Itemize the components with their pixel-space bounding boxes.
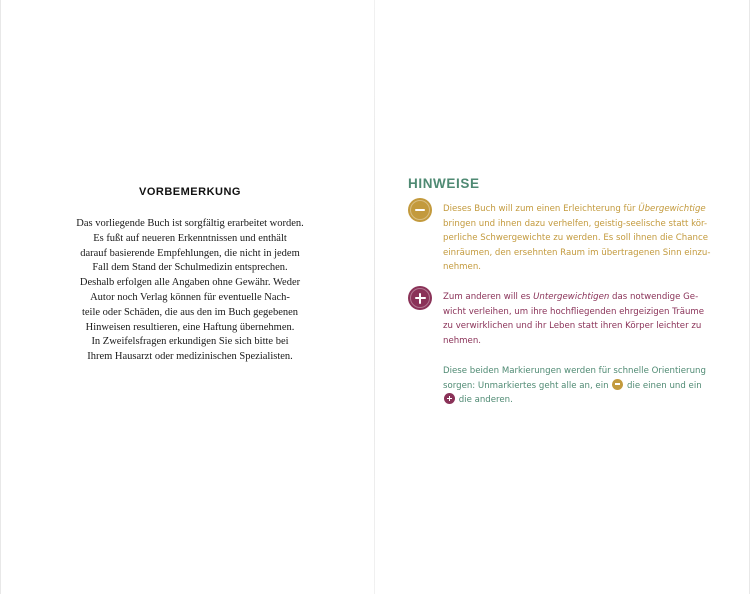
- minus-sign: [415, 209, 425, 211]
- plus-sign: [415, 293, 426, 304]
- preface-line: Es fußt auf neueren Erkenntnissen und enthält: [93, 232, 287, 244]
- preface-title: VORBEMERKUNG: [139, 186, 241, 198]
- plus-circle-icon: [444, 393, 455, 404]
- paragraph-line: [443, 290, 705, 305]
- text-run: sorgen: Unmarkiertes geht alle an, ein: [443, 380, 612, 391]
- text-run: die einen und ein: [624, 380, 702, 391]
- preface-line: darauf basierende Empfehlungen, die nicht in jedem: [80, 247, 300, 259]
- paragraph-line: [443, 202, 705, 217]
- paragraph-line: einräumen, den ersehnten Raum im übertragenen Sinn einzu-: [443, 247, 711, 258]
- left-page: [60, 186, 320, 365]
- plus-circle-icon: [408, 286, 432, 310]
- paragraph-line: bringen und ihnen dazu verhelfen, geistig-seelische statt kör-: [443, 218, 708, 229]
- paragraph-line: nehmen.: [443, 262, 482, 273]
- paragraph-line: [443, 393, 705, 408]
- paragraph-line: nehmen.: [443, 335, 482, 346]
- emphasis-text: Untergewichtigen: [533, 292, 610, 302]
- left-page-edge: [0, 0, 1, 594]
- emphasis-text: Übergewichtige: [638, 204, 706, 214]
- preface-line: Deshalb erfolgen alle Angaben ohne Gewähr. Weder: [79, 277, 301, 289]
- preface-line: Hinweisen resultieren, eine Haftung übernehmen.: [85, 321, 295, 333]
- preface-line: Ihrem Hausarzt oder medizinischen Spezialisten.: [87, 351, 293, 363]
- preface-line: Das vorliegende Buch ist sorgfältig erarbeitet worden.: [76, 218, 304, 229]
- preface-text: [60, 217, 320, 365]
- text-run: das notwendige Ge-: [609, 292, 699, 302]
- minus-circle-icon: [408, 198, 432, 222]
- preface-line: teile oder Schäden, die aus den im Buch gegebenen: [81, 306, 299, 318]
- markers-paragraph: [443, 364, 705, 408]
- paragraph-line: perliche Schwergewichte zu werden. Es soll ihnen die Chance: [443, 233, 708, 244]
- text-run: Dieses Buch will zum einen Erleichterung für: [443, 204, 639, 214]
- notes-title: HINWEISE: [408, 176, 480, 191]
- paragraph-line: [443, 379, 705, 394]
- text-run: die anderen.: [456, 395, 513, 406]
- overweight-paragraph: [443, 202, 711, 275]
- page-fold: [374, 0, 375, 594]
- text-run: Zum anderen will es: [443, 292, 534, 302]
- right-page: [408, 176, 711, 406]
- minus-circle-icon: [612, 379, 623, 390]
- preface-line: Autor noch Verlag können für eventuelle Nach-: [90, 291, 290, 303]
- preface-line: In Zweifelsfragen erkundigen Sie sich bitte bei: [91, 336, 289, 348]
- paragraph-line: wicht verleihen, um ihre hochfliegenden ehrgeizigen Träume: [443, 306, 705, 317]
- underweight-paragraph: [443, 290, 705, 348]
- paragraph-line: zu verwirklichen und ihr Leben statt ihren Körper leichter zu: [443, 321, 702, 332]
- preface-line: Fall dem Stand der Schulmedizin entsprechen.: [92, 262, 288, 274]
- paragraph-line: Diese beiden Markierungen werden für schnelle Orientierung: [443, 366, 706, 376]
